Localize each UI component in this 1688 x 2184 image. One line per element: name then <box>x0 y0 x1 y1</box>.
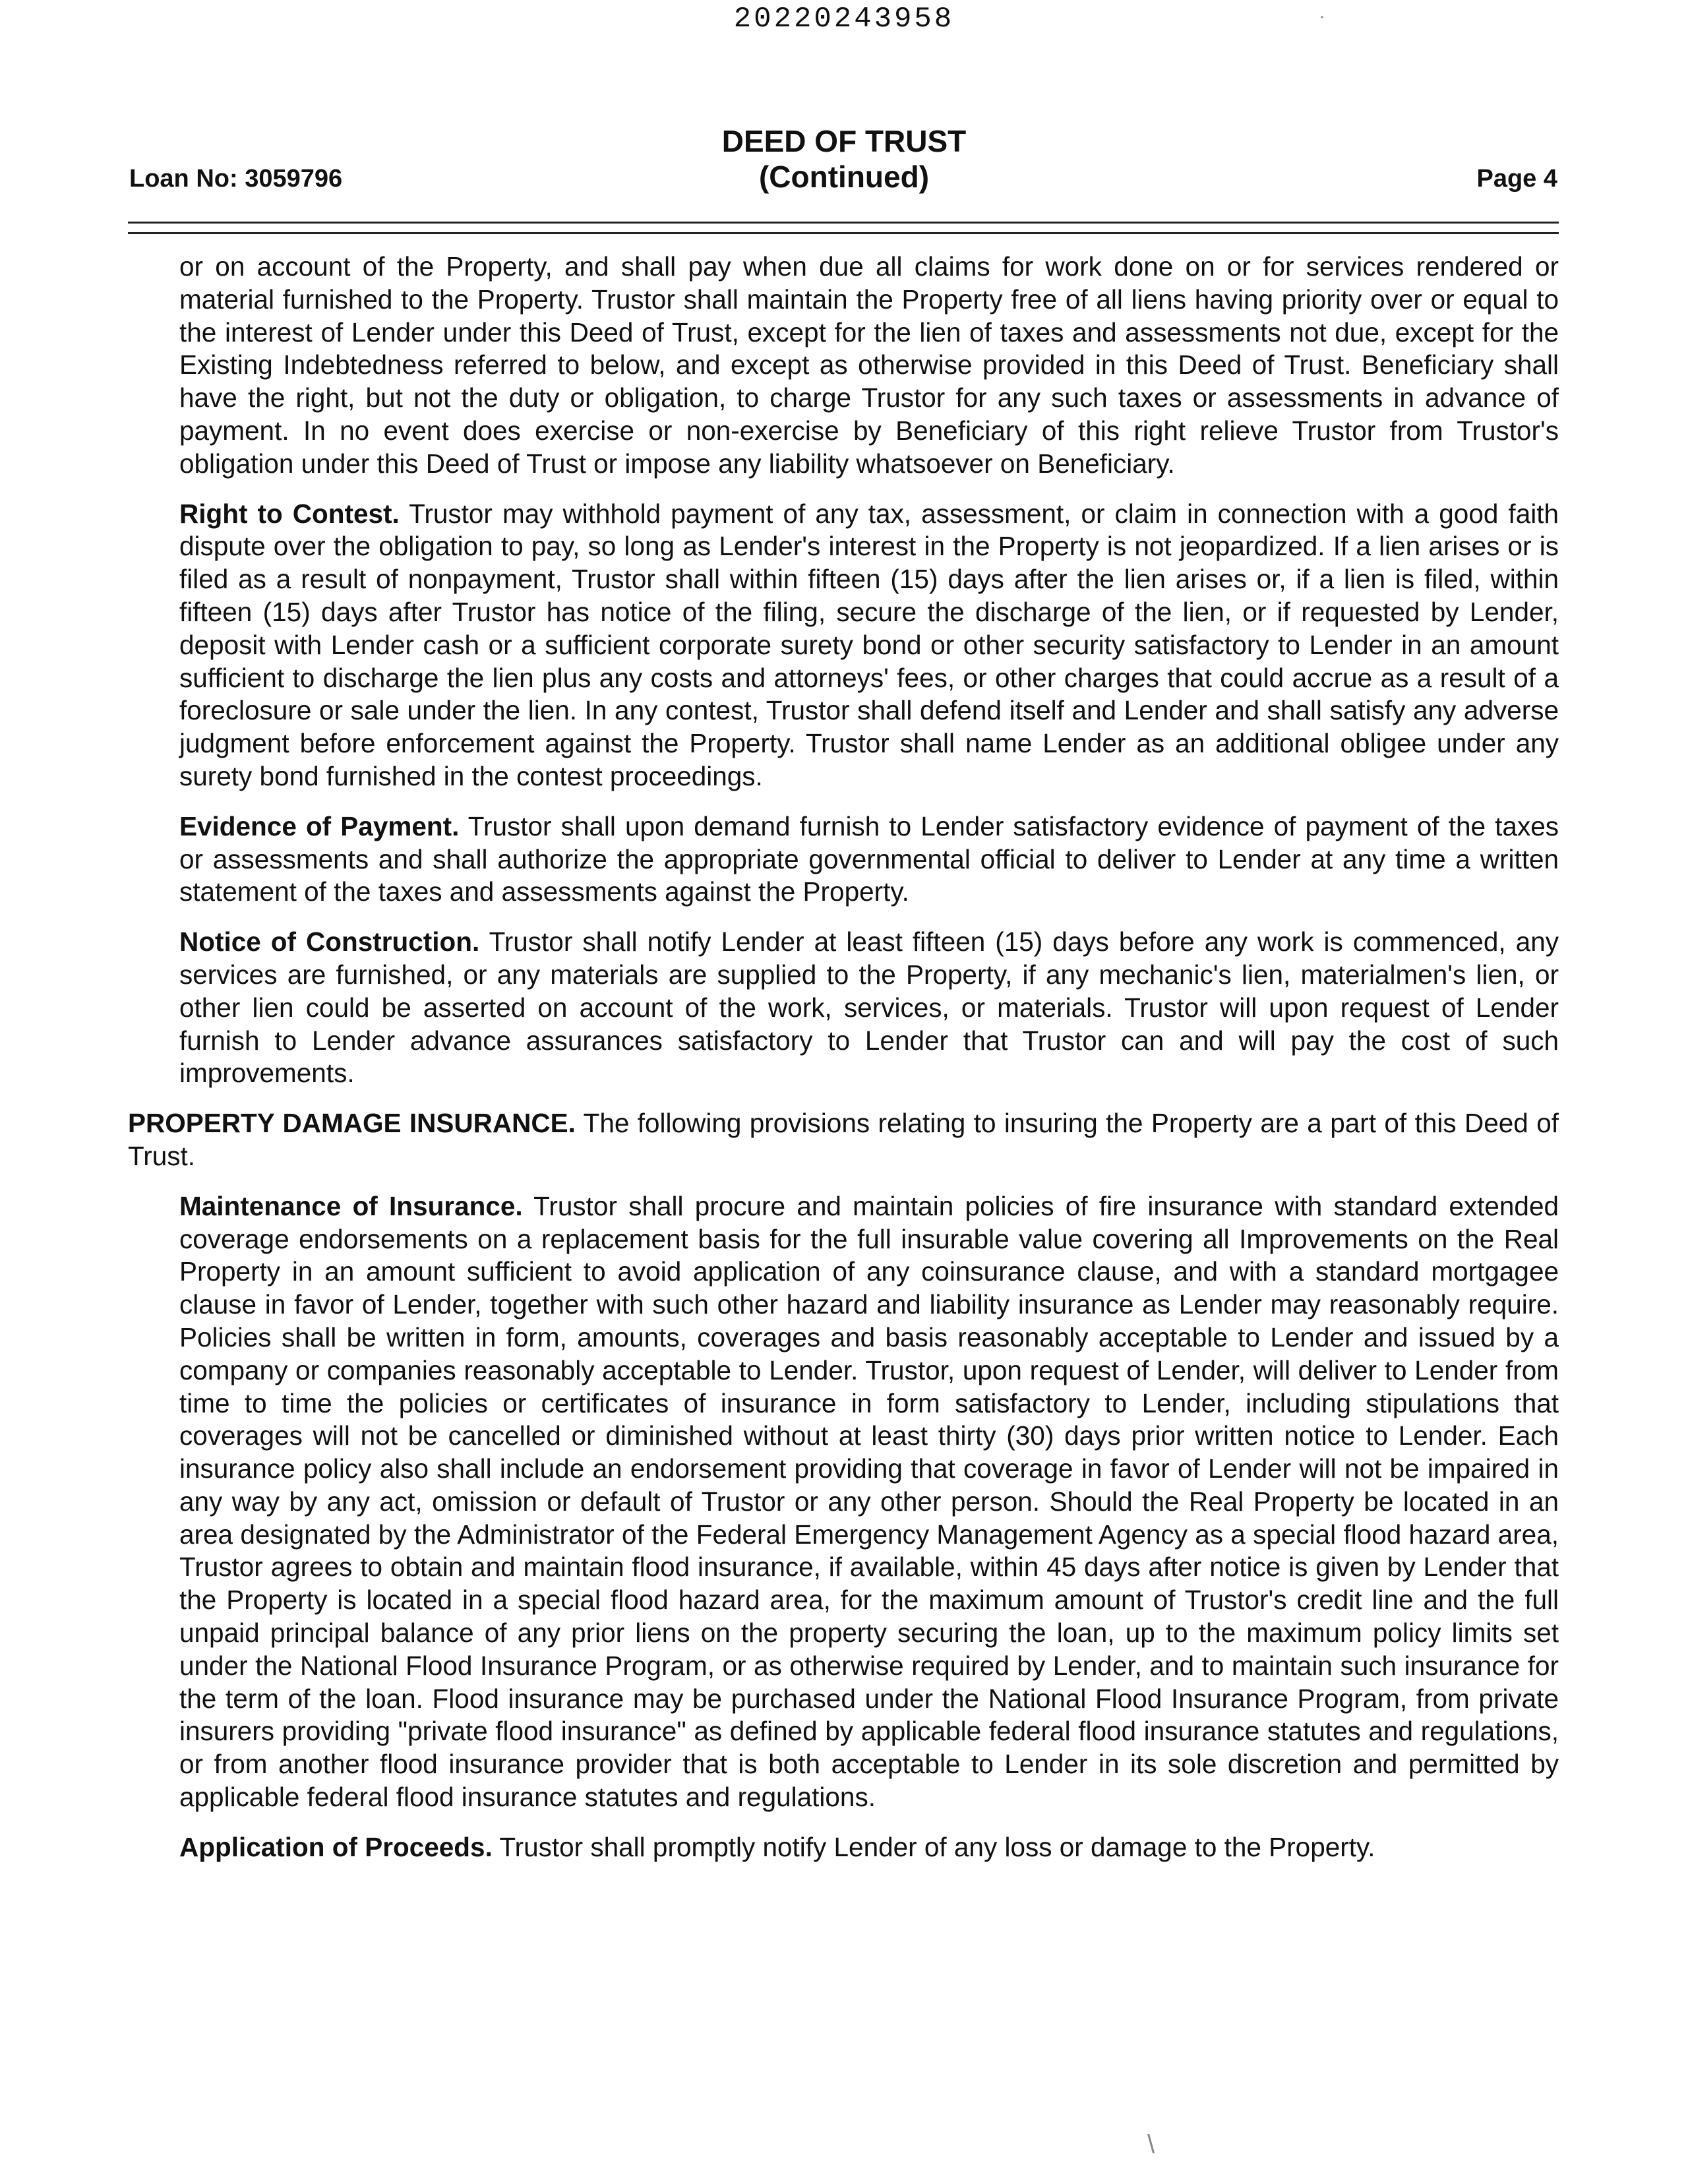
page-number: Page 4 <box>1476 165 1557 193</box>
paragraph-heading: Notice of Construction. <box>179 926 480 957</box>
paragraph-evidence-of-payment <box>179 810 1559 909</box>
section-property-damage-insurance <box>128 1107 1559 1173</box>
document-title: DEED OF TRUST <box>721 124 967 158</box>
paragraph-heading: Evidence of Payment. <box>179 810 460 841</box>
paragraph-heading: Application of Proceeds. <box>179 1831 493 1862</box>
paragraph-text: Trustor shall notify Lender at least fifteen (15) days before any work is commenced, any services are furnished, or any materials are supplied to the Property, if any mechanic's lien, materialmen's lien, or other lien could be asserted on account of the work, services, or materials. Trustor will upon request of Lender furnish to Lender advance assurances satisfactory to Lender that Trustor can and will pay the cost of such improvements. <box>179 926 1559 1089</box>
paragraph-right-to-contest <box>179 498 1559 793</box>
paragraph-heading: Maintenance of Insurance. <box>179 1190 523 1221</box>
paragraph-text: Trustor shall promptly notify Lender of any loss or damage to the Property. <box>499 1831 1375 1862</box>
paragraph-taxes-continued <box>179 251 1559 481</box>
paragraph-text: Trustor shall upon demand furnish to Lender satisfactory evidence of payment of the taxes or assessments and shall authorize the appropriate governmental official to deliver to Lender at any time a written statement of the taxes and assessments against the Property. <box>179 810 1559 907</box>
section-heading: PROPERTY DAMAGE INSURANCE. <box>128 1108 576 1139</box>
paragraph-heading: Right to Contest. <box>179 498 400 529</box>
document-body <box>128 251 1559 1881</box>
loan-number: Loan No: 3059796 <box>129 165 343 193</box>
paragraph-text: or on account of the Property, and shall pay when due all claims for work done on or for services rendered or material furnished to the Property. Trustor shall maintain the Property free of all liens having priority over or equal to the interest of Lender under this Deed of Trust, except for the lien of taxes and assessments not due, except for the Existing Indebtedness referred to below, and except as otherwise provided in this Deed of Trust. Beneficiary shall have the right, but not the duty or obligation, to charge Trustor for any such taxes or assessments in advance of payment. In no event does exercise or non-exercise by Beneficiary of this right relieve Trustor from Trustor's obligation under this Deed of Trust or impose any liability whatsoever on Beneficiary. <box>179 251 1559 479</box>
paragraph-application-of-proceeds <box>179 1831 1559 1864</box>
scan-speck: · <box>1319 5 1325 27</box>
paragraph-notice-of-construction <box>179 926 1559 1090</box>
document-number: 20220243958 <box>733 3 955 36</box>
scan-mark: \ <box>1147 2130 1155 2159</box>
paragraph-maintenance-of-insurance <box>179 1190 1559 1814</box>
paragraph-text: Trustor may withhold payment of any tax, assessment, or claim in connection with a good faith dispute over the obligation to pay, so long as Lender's interest in the Property is not jeopardized. If a lien arises or is filed as a result of nonpayment, Trustor shall within fifteen (15) days after the lien arises or, if a lien is filed, within fifteen (15) days after Trustor has notice of the filing, secure the discharge of the lien, or if requested by Lender, deposit with Lender cash or a sufficient corporate surety bond or other security satisfactory to Lender in an amount sufficient to discharge the lien plus any costs and attorneys' fees, or other charges that could accrue as a result of a foreclosure or sale under the lien. In any contest, Trustor shall defend itself and Lender and shall satisfy any adverse judgment before enforcement against the Property. Trustor shall name Lender as an additional obligee under any surety bond furnished in the contest proceedings. <box>179 498 1559 791</box>
header-rule-top <box>128 222 1559 224</box>
paragraph-text: The following provisions relating to insuring the Property are a part of this Deed of Trust. <box>128 1108 1559 1171</box>
paragraph-text: Trustor shall procure and maintain policies of fire insurance with standard extended coverage endorsements on a replacement basis for the full insurable value covering all Improvements on the Real Property in an amount sufficient to avoid application of any coinsurance clause, and with a standard mortgagee clause in favor of Lender, together with such other hazard and liability insurance as Lender may reasonably require. Policies shall be written in form, amounts, coverages and basis reasonably acceptable to Lender and issued by a company or companies reasonably acceptable to Lender. Trustor, upon request of Lender, will deliver to Lender from time to time the policies or certificates of insurance in form satisfactory to Lender, including stipulations that coverages will not be cancelled or diminished without at least thirty (30) days prior written notice to Lender. Each insurance policy also shall include an endorsement providing that coverage in favor of Lender will not be impaired in any way by any act, omission or default of Trustor or any other person. Should the Real Property be located in an area designated by the Administrator of the Federal Emergency Management Agency as a special flood hazard area, Trustor agrees to obtain and maintain flood insurance, if available, within 45 days after notice is given by Lender that the Property is located in a special flood hazard area, for the maximum amount of Trustor's credit line and the full unpaid principal balance of any prior liens on the property securing the loan, up to the maximum policy limits set under the National Flood Insurance Program, or as otherwise required by Lender, and to maintain such insurance for the term of the loan. Flood insurance may be purchased under the National Flood Insurance Program, from private insurers providing "private flood insurance" as defined by applicable federal flood insurance statutes and regulations, or from another flood insurance provider that is both acceptable to Lender in its sole discretion and permitted by applicable federal flood insurance statutes and regulations. <box>179 1190 1559 1813</box>
document-subtitle: (Continued) <box>758 160 930 194</box>
header-rule-bottom <box>128 232 1559 234</box>
